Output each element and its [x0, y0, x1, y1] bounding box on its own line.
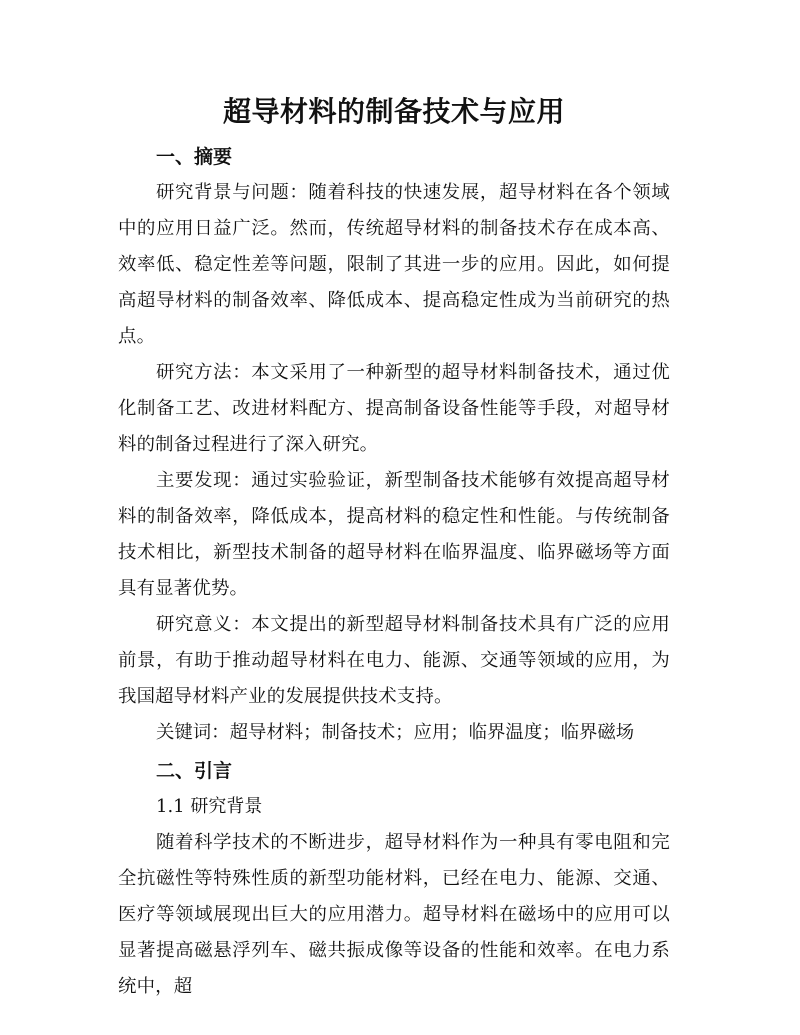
abstract-paragraph-background: 研究背景与问题：随着科技的快速发展，超导材料在各个领域中的应用日益广泛。然而，传统超导材料的制备技术存在成本高、效率低、稳定性差等问题，限制了其进一步的应用。因此，如何提高超导材料的制备效率、降低成本、提高稳定性成为当前研究的热点。: [118, 182, 670, 347]
abstract-paragraph-method: 研究方法：本文采用了一种新型的超导材料制备技术，通过优化制备工艺、改进材料配方、提高制备设备性能等手段，对超导材料的制备过程进行了深入研究。: [118, 362, 670, 455]
intro-paragraph: 随着科学技术的不断进步，超导材料作为一种具有零电阻和完全抗磁性等特殊性质的新型功能材料，已经在电力、能源、交通、医疗等领域展现出巨大的应用潜力。超导材料在磁场中的应用可以显著提高磁悬浮列车、磁共振成像等设备的性能和效率。在电力系统中，超: [118, 832, 670, 997]
section-heading-abstract: 一、摘要: [156, 146, 233, 168]
abstract-paragraph-significance: 研究意义：本文提出的新型超导材料制备技术具有广泛的应用前景，有助于推动超导材料在电力、能源、交通等领域的应用，为我国超导材料产业的发展提供技术支持。: [118, 614, 670, 707]
subsection-heading-background: 1.1 研究背景: [156, 796, 263, 817]
section-heading-introduction: 二、引言: [156, 760, 233, 782]
document-body: [118, 93, 670, 1005]
document-title: 超导材料的制备技术与应用: [222, 95, 565, 128]
abstract-paragraph-findings: 主要发现：通过实验验证，新型制备技术能够有效提高超导材料的制备效率，降低成本，提高材料的稳定性和性能。与传统制备技术相比，新型技术制备的超导材料在临界温度、临界磁场等方面具有显著优势。: [118, 470, 670, 599]
keywords-line: 关键词：超导材料；制备技术；应用；临界温度；临界磁场: [156, 722, 635, 743]
